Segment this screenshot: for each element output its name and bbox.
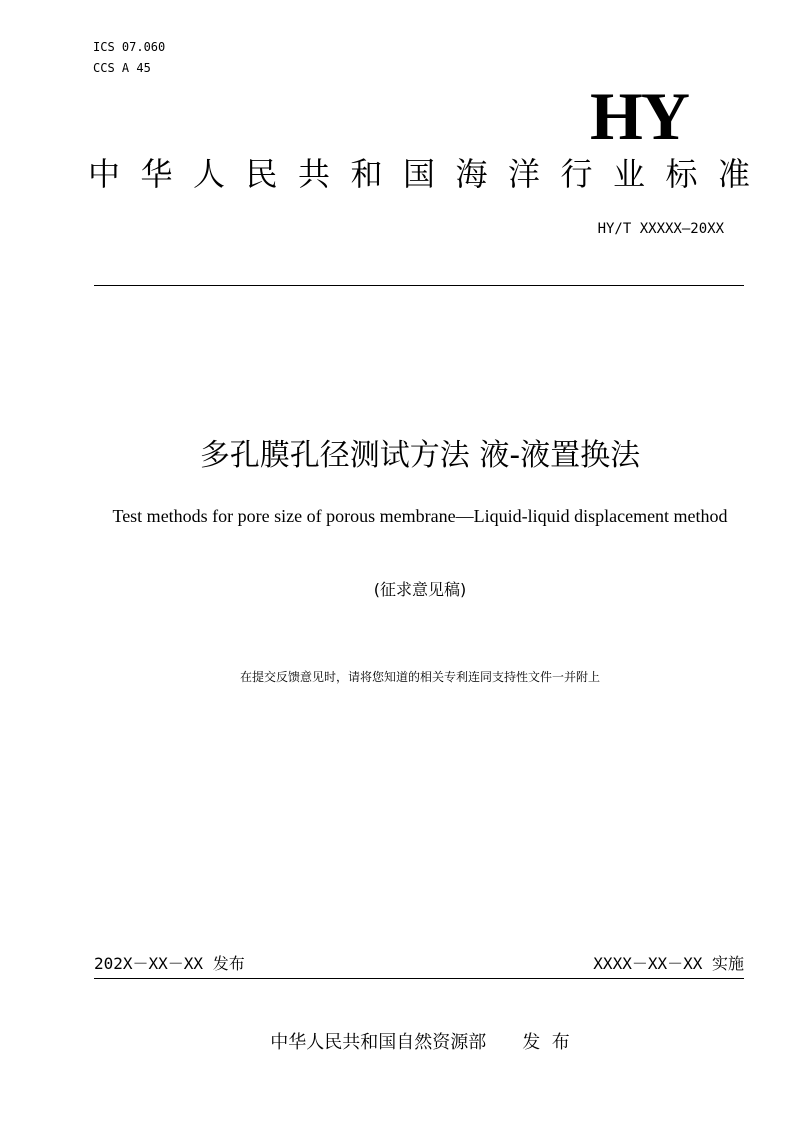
top-divider bbox=[94, 285, 744, 286]
issue-date: 202X－XX－XX 发布 bbox=[94, 954, 245, 973]
implementation-date: XXXX－XX－XX 实施 bbox=[593, 954, 744, 973]
ccs-code: CCS A 45 bbox=[93, 61, 151, 75]
patent-notice: 在提交反馈意见时，请将您知道的相关专利连同支持性文件一并附上 bbox=[239, 670, 600, 684]
ics-code: ICS 07.060 bbox=[93, 40, 166, 54]
standard-name: 中华人民共和国海洋行业标准 bbox=[88, 155, 771, 193]
draft-label: (征求意见稿) bbox=[373, 580, 467, 599]
hy-logo: HY bbox=[590, 78, 688, 154]
title-english: Test methods for pore size of porous membrane—Liquid-liquid displacement method bbox=[112, 506, 728, 526]
publisher-line bbox=[0, 1030, 800, 1056]
publisher-org: 中华人民共和国自然资源部 bbox=[270, 1032, 487, 1053]
publish-action: 发 布 bbox=[522, 1032, 570, 1053]
title-chinese: 多孔膜孔径测试方法 液-液置换法 bbox=[199, 438, 641, 473]
standard-code: HY/T XXXXX—20XX bbox=[597, 221, 724, 237]
bottom-divider bbox=[94, 978, 744, 979]
